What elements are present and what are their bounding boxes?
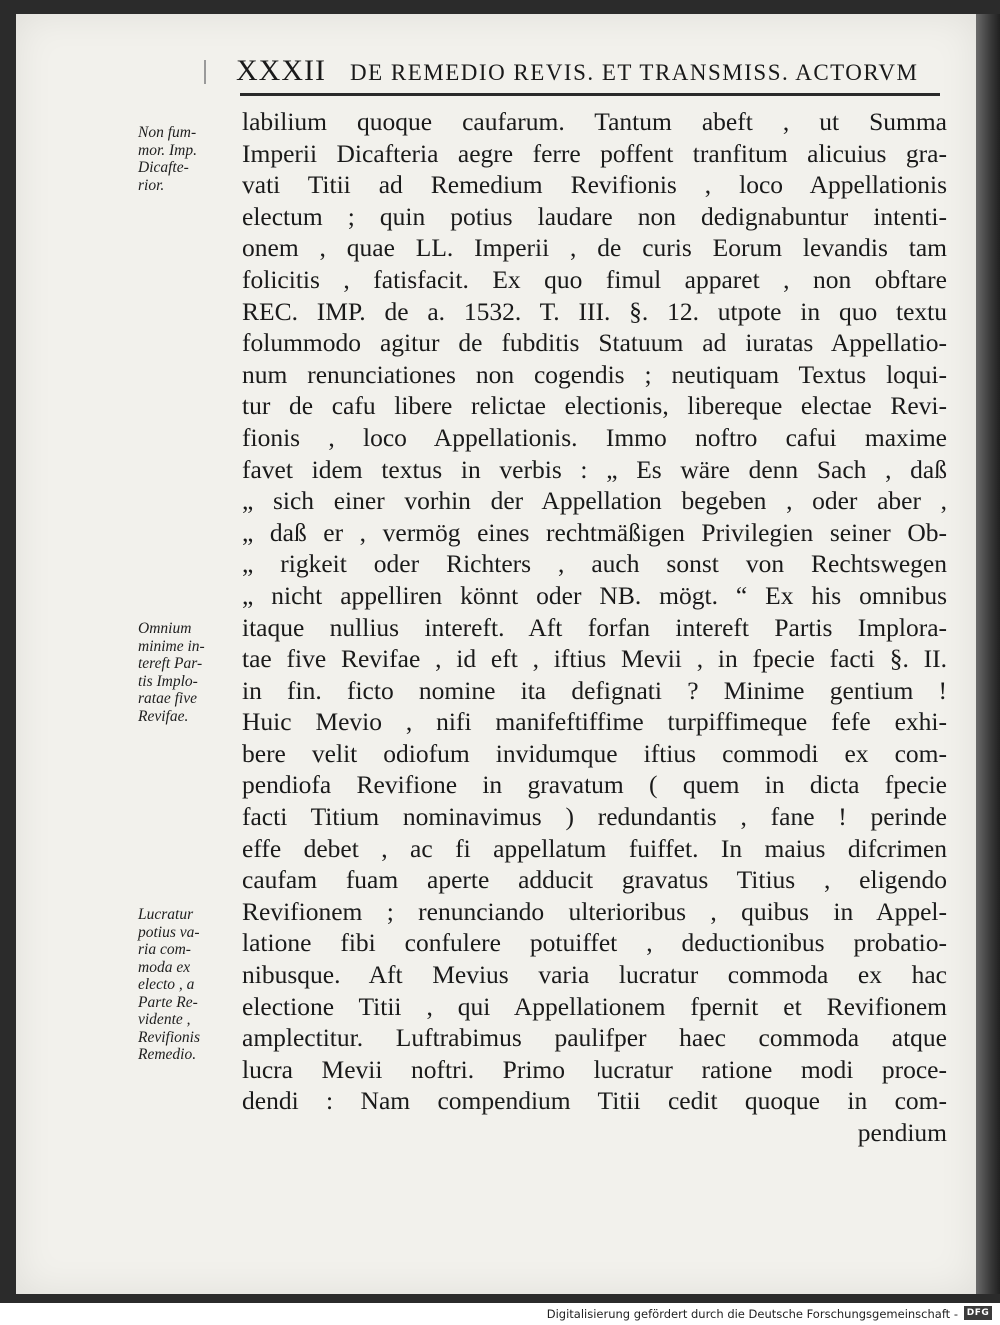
margin-note-3 [138, 906, 238, 1064]
page-number: XXXII [236, 54, 326, 87]
text-line: favet idem textus in verbis : „ Es wäre denn Sach , daß [242, 454, 947, 484]
margin-note-line: mor. Imp. [138, 141, 197, 159]
margin-note-line: Dicafte- [138, 159, 189, 176]
text-line: itaque nullius intereft. Aft forfan intereft Partis Implora- [242, 612, 947, 642]
margin-note-1 [138, 124, 238, 194]
text-line: lucra Mevii noftri. Primo lucratur ratione modi proce- [242, 1054, 947, 1084]
margin-note-line: Non fum- [138, 124, 197, 141]
text-line: „ nicht appelliren könnt oder NB. mögt. “ Ex his omnibus [242, 580, 947, 610]
body-text [242, 106, 947, 1149]
margin-note-line: Revifionis [138, 1028, 200, 1046]
text-line: folicitis , fatisfacit. Ex quo fimul apparet , non obftare [242, 264, 947, 294]
text-line: num renunciationes non cogendis ; neutiquam Textus loqui- [242, 359, 947, 389]
text-line: amplectitur. Luftrabimus paulifper haec commoda atque [242, 1023, 947, 1053]
margin-note-line: electo , a [138, 976, 195, 993]
text-line: electione Titii , qui Appellationem fpernit et Revifionem [242, 991, 947, 1021]
margin-note-line: Parte Re- [138, 993, 198, 1011]
margin-note-line: Lucratur [138, 906, 194, 923]
text-line: tur de cafu libere relictae electionis, libereque electae Revi- [242, 391, 947, 421]
text-line: REC. IMP. de a. 1532. T. III. §. 12. utpote in quo textu [242, 296, 947, 326]
margin-note-line: minime in- [138, 637, 205, 655]
text-line: Huic Mevio , nifi manifeftiffime turpiffimeque fefe exhi- [242, 707, 947, 737]
book-spine-edge [976, 14, 1000, 1294]
margin-note-line: potius va- [138, 923, 200, 941]
margin-note-2 [138, 620, 238, 725]
text-line: nibusque. Aft Mevius varia lucratur commoda ex hac [242, 960, 947, 990]
margin-note-line: ratae five [138, 690, 197, 707]
text-line: „ rigkeit oder Richters , auch sonst von Rechtswegen [242, 549, 947, 579]
margin-note-line: vidente , [138, 1011, 191, 1028]
text-line: facti Titium nominavimus ) redundantis , fane ! perinde [242, 802, 947, 832]
text-line: latione fibi confulere potuiffet , deductionibus probatio- [242, 928, 947, 958]
text-line: in fin. ficto nomine ita defignati ? Minime gentium ! [242, 675, 947, 705]
text-line: caufam fuam aperte adducit gravatus Titius , eligendo [242, 865, 947, 895]
text-line: „ sich einer vorhin der Appellation begeben , oder aber , [242, 486, 947, 516]
dfg-logo: DFG [964, 1306, 992, 1320]
catchword: pendium [857, 1118, 947, 1147]
margin-note-line: Remedio. [138, 1046, 197, 1063]
margin-note-line: tereft Par- [138, 655, 203, 672]
page-header [200, 50, 940, 90]
footer-banner [0, 1303, 1000, 1325]
text-line: fionis , loco Appellationis. Immo noftro cafui maxime [242, 422, 947, 452]
text-line: folummodo agitur de fubditis Statuum ad iuratas Appellatio- [242, 328, 947, 358]
text-line: bere velit odiofum invidumque iftius commodi ex com- [242, 738, 947, 768]
text-line: dendi : Nam compendium Titii cedit quoque in com- [242, 1086, 947, 1116]
margin-note-line: tis Implo- [138, 672, 198, 690]
text-line: labilium quoque caufarum. Tantum abeft , ut Summa [242, 107, 947, 136]
footer-credit: Digitalisierung gefördert durch die Deutsche Forschungsgemeinschaft - [546, 1307, 958, 1321]
margin-note-line: Omnium [138, 620, 192, 637]
text-line: onem , quae LL. Imperii , de curis Eorum levandis tam [242, 233, 947, 263]
header-rule [240, 93, 940, 96]
text-line: electum ; quin potius laudare non dedignabuntur intenti- [242, 201, 947, 231]
text-line: vati Titii ad Remedium Revifionis , loco Appellationis [242, 170, 947, 200]
text-line: pendiofa Revifione in gravatum ( quem in dicta fpecie [242, 770, 947, 800]
text-line: Imperii Dicafteria aegre ferre poffent tranfitum alicuius gra- [242, 138, 947, 168]
text-line: Revifionem ; renunciando ulterioribus , quibus in Appel- [242, 896, 947, 926]
margin-note-line: moda ex [138, 958, 191, 976]
running-title: DE REMEDIO REVIS. ET TRANSMISS. ACTORVM [350, 60, 919, 85]
text-line: tae five Revifae , id eft , iftius Mevii , in fpecie facti §. II. [242, 644, 947, 674]
margin-note-line: Revifae. [138, 707, 189, 725]
margin-note-line: rior. [138, 176, 165, 194]
margin-note-line: ria com- [138, 941, 191, 958]
text-line: „ daß er , vermög eines rechtmäßigen Privilegien seiner Ob- [242, 517, 947, 547]
text-line: effe debet , ac fi appellatum fuiffet. In maius difcrimen [242, 833, 947, 863]
